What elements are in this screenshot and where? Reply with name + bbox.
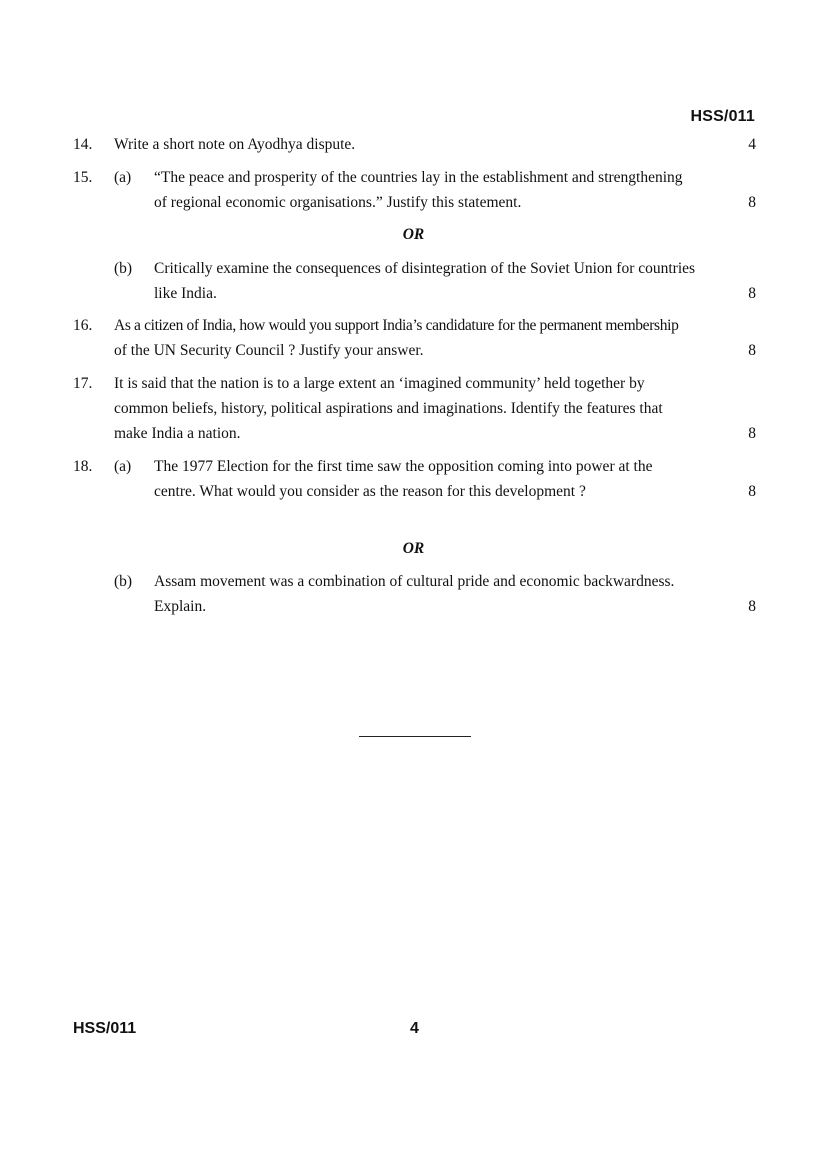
question-15-b xyxy=(73,256,756,306)
question-text-line: Assam movement was a combination of cultural pride and economic backwardness. xyxy=(154,573,675,590)
question-text-line: make India a nation. xyxy=(114,425,241,442)
marks: 8 xyxy=(748,194,756,211)
question-text-line: common beliefs, history, political aspirations and imaginations. Identify the features that xyxy=(114,400,663,417)
marks: 8 xyxy=(748,342,756,359)
question-text-line: It is said that the nation is to a large extent an ‘imagined community’ held together by xyxy=(114,375,645,392)
question-text-line: of the UN Security Council ? Justify your answer. xyxy=(114,342,424,359)
end-rule xyxy=(359,736,471,737)
question-text-line: of regional economic organisations.” Justify this statement. xyxy=(154,194,522,211)
footer-paper-code: HSS/011 xyxy=(73,1020,137,1037)
sub-label: (b) xyxy=(114,573,133,590)
question-text-line: like India. xyxy=(154,285,217,302)
sub-label: (a) xyxy=(114,458,132,475)
question-text-line: The 1977 Election for the first time saw the opposition coming into power at the xyxy=(154,458,653,475)
question-text-line: Critically examine the consequences of disintegration of the Soviet Union for countries xyxy=(154,260,696,277)
question-number: 18. xyxy=(73,458,93,475)
marks: 8 xyxy=(748,425,756,442)
marks: 8 xyxy=(748,598,756,615)
question-18-b xyxy=(73,569,756,619)
sub-label: (a) xyxy=(114,169,132,186)
paper-code-header: HSS/011 xyxy=(690,108,755,125)
question-number: 14. xyxy=(73,136,93,153)
question-text-line: centre. What would you consider as the reason for this development ? xyxy=(154,483,586,500)
question-17 xyxy=(73,371,756,446)
sub-label: (b) xyxy=(114,260,133,277)
marks: 4 xyxy=(748,136,756,153)
marks: 8 xyxy=(748,285,756,302)
question-number: 17. xyxy=(73,375,93,392)
or-separator: OR xyxy=(402,540,425,557)
question-number: 16. xyxy=(73,317,93,334)
question-text-line: Explain. xyxy=(154,598,207,615)
question-number: 15. xyxy=(73,169,93,186)
question-15-a xyxy=(73,165,756,215)
or-separator: OR xyxy=(402,226,425,243)
page-number: 4 xyxy=(410,1020,419,1037)
question-18-a xyxy=(73,454,756,504)
question-14 xyxy=(73,132,756,157)
question-text-line: “The peace and prosperity of the countries lay in the establishment and strengthening xyxy=(154,169,683,186)
question-16 xyxy=(73,313,756,363)
marks: 8 xyxy=(748,483,756,500)
question-text-line: As a citizen of India, how would you support India’s candidature for the permanent membership xyxy=(114,317,679,334)
question-text: Write a short note on Ayodhya dispute. xyxy=(114,136,356,153)
